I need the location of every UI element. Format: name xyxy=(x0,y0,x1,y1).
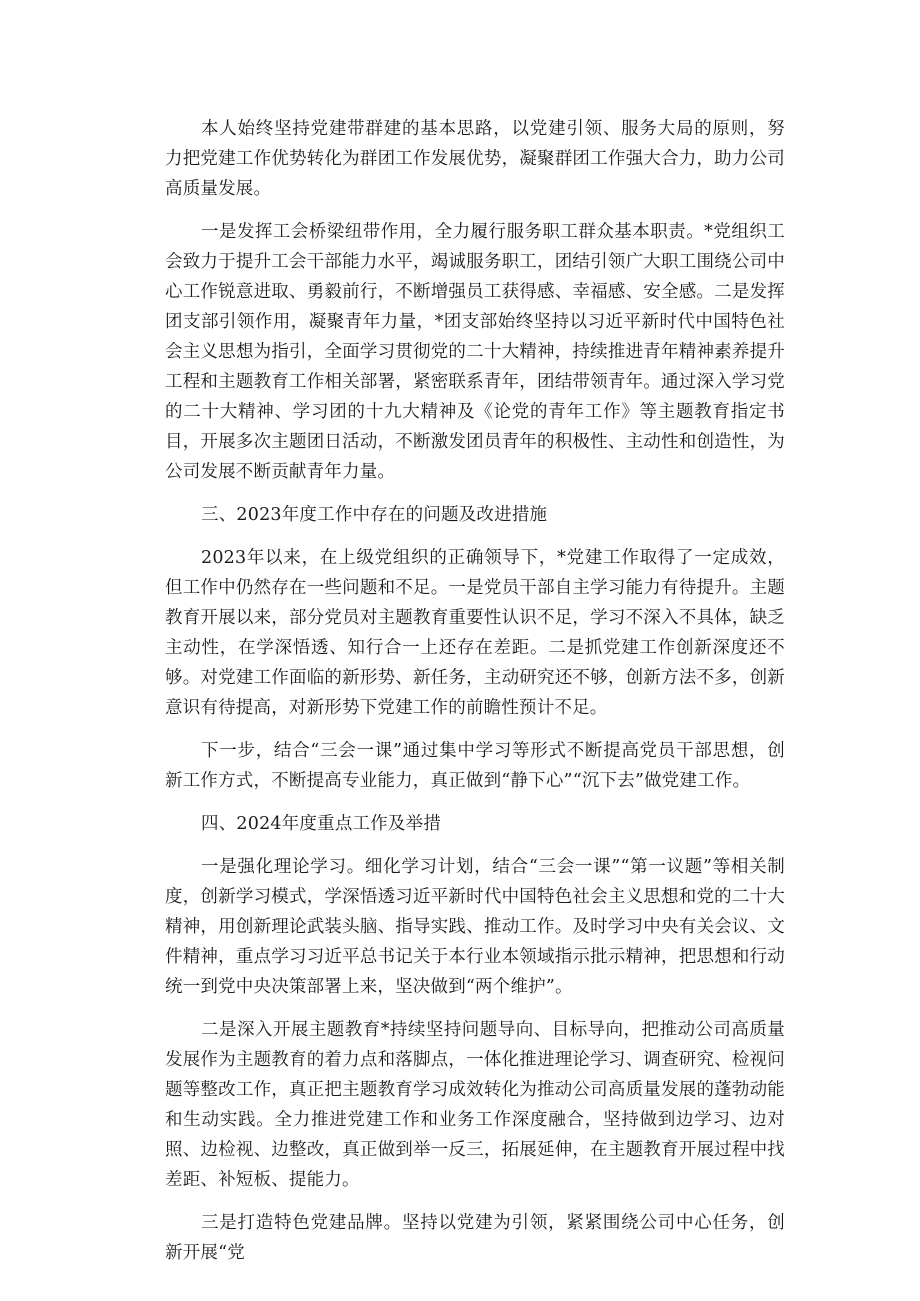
paragraph-union-youth: 一是发挥工会桥梁纽带作用，全力履行服务职工群众基本职责。*党组织工会致力于提升工会干部能力水平，竭诚服务职工，团结引领广大职工围绕公司中心工作锐意进取、勇毅前行，不断增强员工获得感、幸福感、安全感。二是发挥团支部引领作用，凝聚青年力量，*团支部始终坚持以习近平新时代中国特色社会主义思想为指引，全面学习贯彻党的二十大精神，持续推进青年精神素养提升工程和主题教育工作相关部署，紧密联系青年，团结带领青年。通过深入学习党的二十大精神、学习团的十九大精神及《论党的青年工作》等主题教育指定书目，开展多次主题团日活动，不断激发团员青年的积极性、主动性和创造性，为公司发展不断贡献青年力量。 xyxy=(165,222,785,482)
paragraph-next-steps: 下一步，结合“三会一课”通过集中学习等形式不断提高党员干部思想，创新工作方式，不断提高专业能力，真正做到“静下心”“沉下去”做党建工作。 xyxy=(165,741,785,791)
paragraph-intro: 本人始终坚持党建带群建的基本思路，以党建引领、服务大局的原则，努力把党建工作优势转化为群团工作发展优势，凝聚群团工作强大合力，助力公司高质量发展。 xyxy=(165,119,785,199)
document-body xyxy=(165,114,785,1281)
paragraph-2023-problems: 2023年以来，在上级党组织的正确领导下，*党建工作取得了一定成效，但工作中仍然存在一些问题和不足。一是党员干部自主学习能力有待提升。主题教育开展以来，部分党员对主题教育重要性认识不足，学习不深入不具体，缺乏主动性，在学深悟透、知行合一上还存在差距。二是抓党建工作创新深度还不够。对党建工作面临的新形势、新任务，主动研究还不够，创新方法不多，创新意识有待提高，对新形势下党建工作的前瞻性预计不足。 xyxy=(165,548,785,718)
section-heading-2024-plans: 四、2024年度重点工作及举措 xyxy=(201,814,442,834)
paragraph-theme-education: 二是深入开展主题教育*持续坚持问题导向、目标导向，把推动公司高质量发展作为主题教育的着力点和落脚点，一体化推进理论学习、调查研究、检视问题等整改工作，真正把主题教育学习成效转化为推动公司高质量发展的蓬勃动能和生动实践。全力推进党建工作和业务工作深度融合，坚持做到边学习、边对照、边检视、边整改，真正做到举一反三，拓展延伸，在主题教育开展过程中找差距、补短板、提能力。 xyxy=(165,1020,785,1190)
paragraph-theory-study: 一是强化理论学习。细化学习计划，结合“三会一课”“第一议题”等相关制度，创新学习模式，学深悟透习近平新时代中国特色社会主义思想和党的二十大精神，用创新理论武装头脑、指导实践、推动工作。及时学习中央有关会议、文件精神，重点学习习近平总书记关于本行业本领域指示批示精神，把思想和行动统一到党中央决策部署上来，坚决做到“两个维护”。 xyxy=(165,857,785,997)
paragraph-party-brand: 三是打造特色党建品牌。坚持以党建为引领，紧紧围绕公司中心任务，创新开展“党 xyxy=(165,1213,785,1263)
section-heading-2023-problems: 三、2023年度工作中存在的问题及改进措施 xyxy=(201,505,548,525)
